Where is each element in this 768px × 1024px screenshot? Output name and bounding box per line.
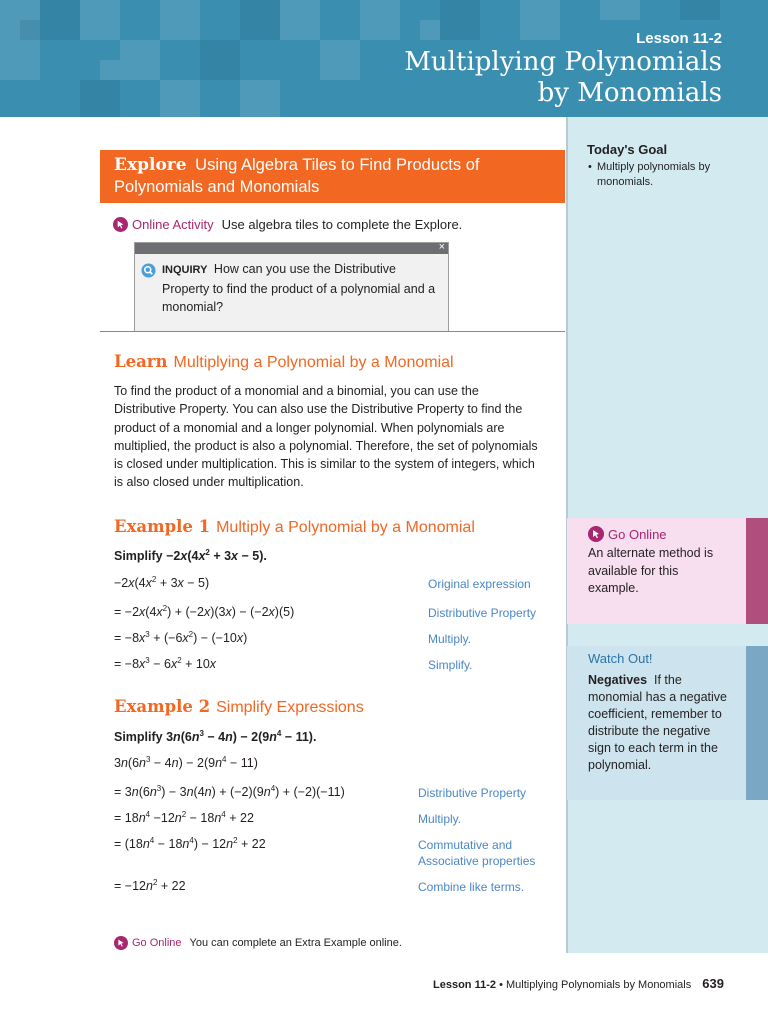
example1-step: = $-2x(4x^2) + (-2x)(3x) - (-2x)(5)$ (114, 603, 295, 619)
example2-note: Distributive Property (418, 786, 527, 800)
go-online-callout[interactable] (567, 518, 768, 624)
todays-goal-heading: Today's Goal (587, 142, 668, 157)
example1-step: = $-8x^3 + (-6x^2) - (-10x)$ (114, 629, 248, 645)
callout-accent-bar (746, 518, 768, 624)
lesson-title: Multiplying Polynomials by Monomials (404, 47, 722, 108)
learn-heading: Learn Multiplying a Polynomial by a Monomial (114, 352, 454, 371)
page-footer (433, 976, 724, 991)
example1-heading: Example 1 Multiply a Polynomial by a Monomial (114, 517, 475, 536)
footer-title: Multiplying Polynomials by Monomials (505, 979, 692, 991)
example2-note: Commutative and Associative properties (418, 838, 536, 868)
go-online-label[interactable]: Go Online (132, 937, 182, 949)
explore-banner (100, 150, 565, 203)
example2-step: $3n(6n^3 - 4n) - 2(9n^4 - 11)$ (114, 754, 258, 770)
section-divider (100, 331, 565, 332)
example2-note: Multiply. (418, 812, 462, 826)
todays-goal-item: • Multiply polynomials by monomials. (588, 161, 711, 188)
callout-accent-bar (746, 646, 768, 800)
watch-out-callout (567, 646, 768, 800)
online-activity-link[interactable] (113, 217, 462, 232)
example1-note: Distributive Property (428, 606, 537, 620)
inquiry-label: INQUIRY (162, 264, 208, 276)
lesson-number: Lesson 11-2 (636, 30, 722, 47)
example2-note: Combine like terms. (418, 880, 525, 894)
go-online-text: You can complete an Extra Example online. (189, 937, 402, 949)
inquiry-titlebar (135, 243, 448, 254)
explore-keyword: Explore (114, 155, 187, 175)
cursor-click-icon (113, 217, 128, 232)
go-online-label[interactable]: Go Online (608, 526, 667, 542)
inquiry-box (134, 242, 449, 332)
cursor-click-icon (588, 526, 604, 542)
example2-step: = $(18n^4 - 18n^4) - 12n^2 + 22$ (114, 835, 266, 851)
example1-note: Original expression (428, 577, 531, 591)
example1-problem: Simplify $-2x(4x^2 + 3x - 5)$. (114, 547, 267, 563)
learn-paragraph: To find the product of a monomial and a binomial, you can use the Distributive Property. You can also use the Distributive Property to find the product of a monomial and a longer polynomial. When polynomials are multiplied, the product is also a polynomial. Therefore, the set of polynomials is closed under multiplication. This is similar to the system of integers, which is also closed under multiplication. (114, 384, 538, 490)
inquiry-magnifier-icon (141, 263, 156, 278)
page-number: 639 (702, 976, 724, 991)
lesson-header-banner (0, 0, 768, 117)
example1-step: = $-8x^3 - 6x^2 + 10x$ (114, 655, 217, 671)
example1-note: Multiply. (428, 632, 472, 646)
example2-heading: Example 2 Simplify Expressions (114, 697, 364, 716)
example2-problem: Simplify $3n(6n^3 - 4n) - 2(9n^4 - 11)$. (114, 728, 317, 744)
go-online-text: An alternate method is available for this example. (588, 546, 714, 595)
example2-step: = $18n^4 -12n^2 - 18n^4 + 22$ (114, 809, 254, 825)
inquiry-question: How can you use the Distributive Property to find the product of a polynomial and a monomial? (162, 262, 436, 314)
cursor-click-icon (114, 936, 128, 950)
example2-step: = $-12n^2 + 22$ (114, 877, 186, 893)
example1-note: Simplify. (428, 658, 473, 672)
footer-lesson: Lesson 11-2 (433, 979, 496, 991)
online-activity-label[interactable]: Online Activity (132, 217, 214, 232)
online-activity-text: Use algebra tiles to complete the Explore. (221, 217, 463, 232)
watch-out-heading: Watch Out! (588, 651, 653, 666)
example1-step: $-2x(4x^2 + 3x - 5)$ (114, 574, 210, 590)
go-online-extra-example[interactable] (114, 936, 402, 950)
footer-separator: • (499, 979, 503, 991)
watch-out-text: Negatives If the monomial has a negative coefficient, remember to distribute the negative sign to each term in the polynomial. (588, 673, 727, 772)
close-icon[interactable]: × (438, 241, 445, 253)
example2-step: = $3n(6n^3) - 3n(4n) + (-2)(9n^4) + (-2)(-11)$ (114, 783, 345, 799)
explore-title: Using Algebra Tiles to Find Products of Polynomials and Monomials (114, 156, 480, 196)
